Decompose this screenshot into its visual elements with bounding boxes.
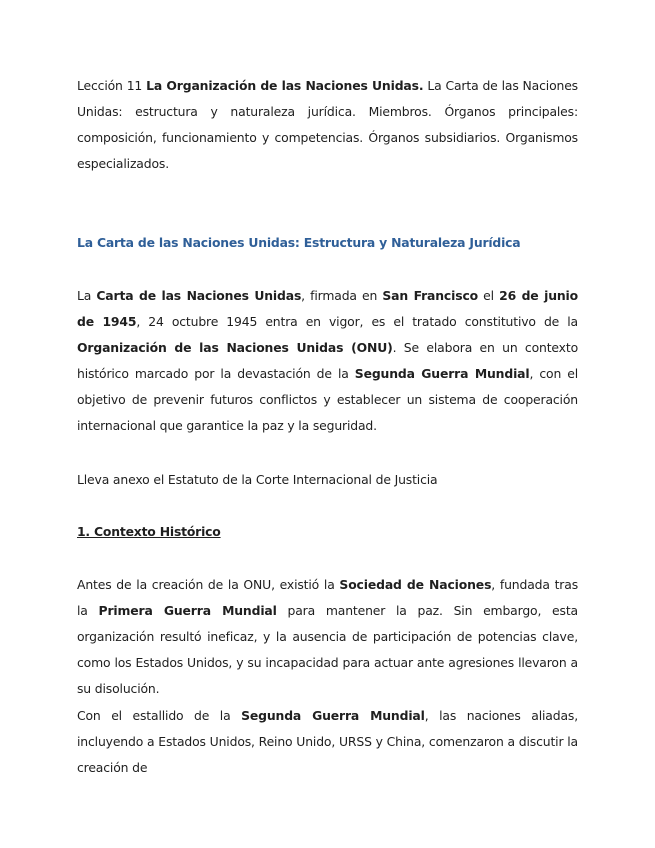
bold-run: Organización de las Naciones Unidas (ONU) [77, 340, 393, 355]
text-run: La [77, 288, 97, 303]
bold-run: Carta de las Naciones Unidas [96, 288, 302, 303]
text-run: . Se elabora en un contexto histórico marcado por la devastación de la [77, 340, 578, 381]
subheading-historical-context: 1. Contexto Histórico [77, 524, 221, 539]
bold-run: San Francisco [382, 288, 479, 303]
history-paragraph [77, 572, 578, 702]
text-run: Con el estallido de la [77, 708, 242, 723]
text-run: , las naciones aliadas, incluyendo a Estados Unidos, Reino Unido, URSS y China, comenzaron a discutir la creación de [77, 708, 578, 775]
bold-run: Segunda Guerra Mundial [354, 366, 530, 381]
text-run: , fundada tras la [77, 577, 578, 618]
text-run: , 24 octubre 1945 entra en vigor, es el tratado constitutivo de la [136, 314, 578, 329]
bold-run: Primera Guerra Mundial [98, 603, 277, 618]
bold-run: Segunda Guerra Mundial [241, 708, 425, 723]
charter-paragraph [77, 283, 578, 439]
section-heading: La Carta de las Naciones Unidas: Estructura y Naturaleza Jurídica [77, 235, 521, 250]
lesson-title: La Organización de las Naciones Unidas. [146, 78, 424, 93]
text-run: para mantener la paz. Sin embargo, esta organización resultó ineficaz, y la ausencia de participación de potencias clave, como los Estados Unidos, y su incapacidad para actuar ante agresiones llevaron a su disolución. [77, 603, 578, 696]
lesson-paragraph [77, 73, 578, 177]
lesson-prefix: Lección 11 [77, 78, 147, 93]
war-paragraph [77, 703, 578, 781]
bold-run: 26 de junio de 1945 [77, 288, 578, 329]
bold-run: Sociedad de Naciones [339, 577, 492, 592]
text-run: Antes de la creación de la ONU, existió la [77, 577, 340, 592]
text-run: , firmada en [301, 288, 383, 303]
text-run: , con el objetivo de prevenir futuros conflictos y establecer un sistema de cooperación internacional que garantice la paz y la seguridad. [77, 366, 578, 433]
lesson-topics: La Carta de las Naciones Unidas: estructura y naturaleza jurídica. Miembros. Órganos principales: composición, funcionamiento y competencias. Órganos subsidiarios. Organismos especializados. [77, 78, 578, 171]
annex-paragraph: Lleva anexo el Estatuto de la Corte Internacional de Justicia [77, 472, 438, 487]
text-run: el [478, 288, 500, 303]
